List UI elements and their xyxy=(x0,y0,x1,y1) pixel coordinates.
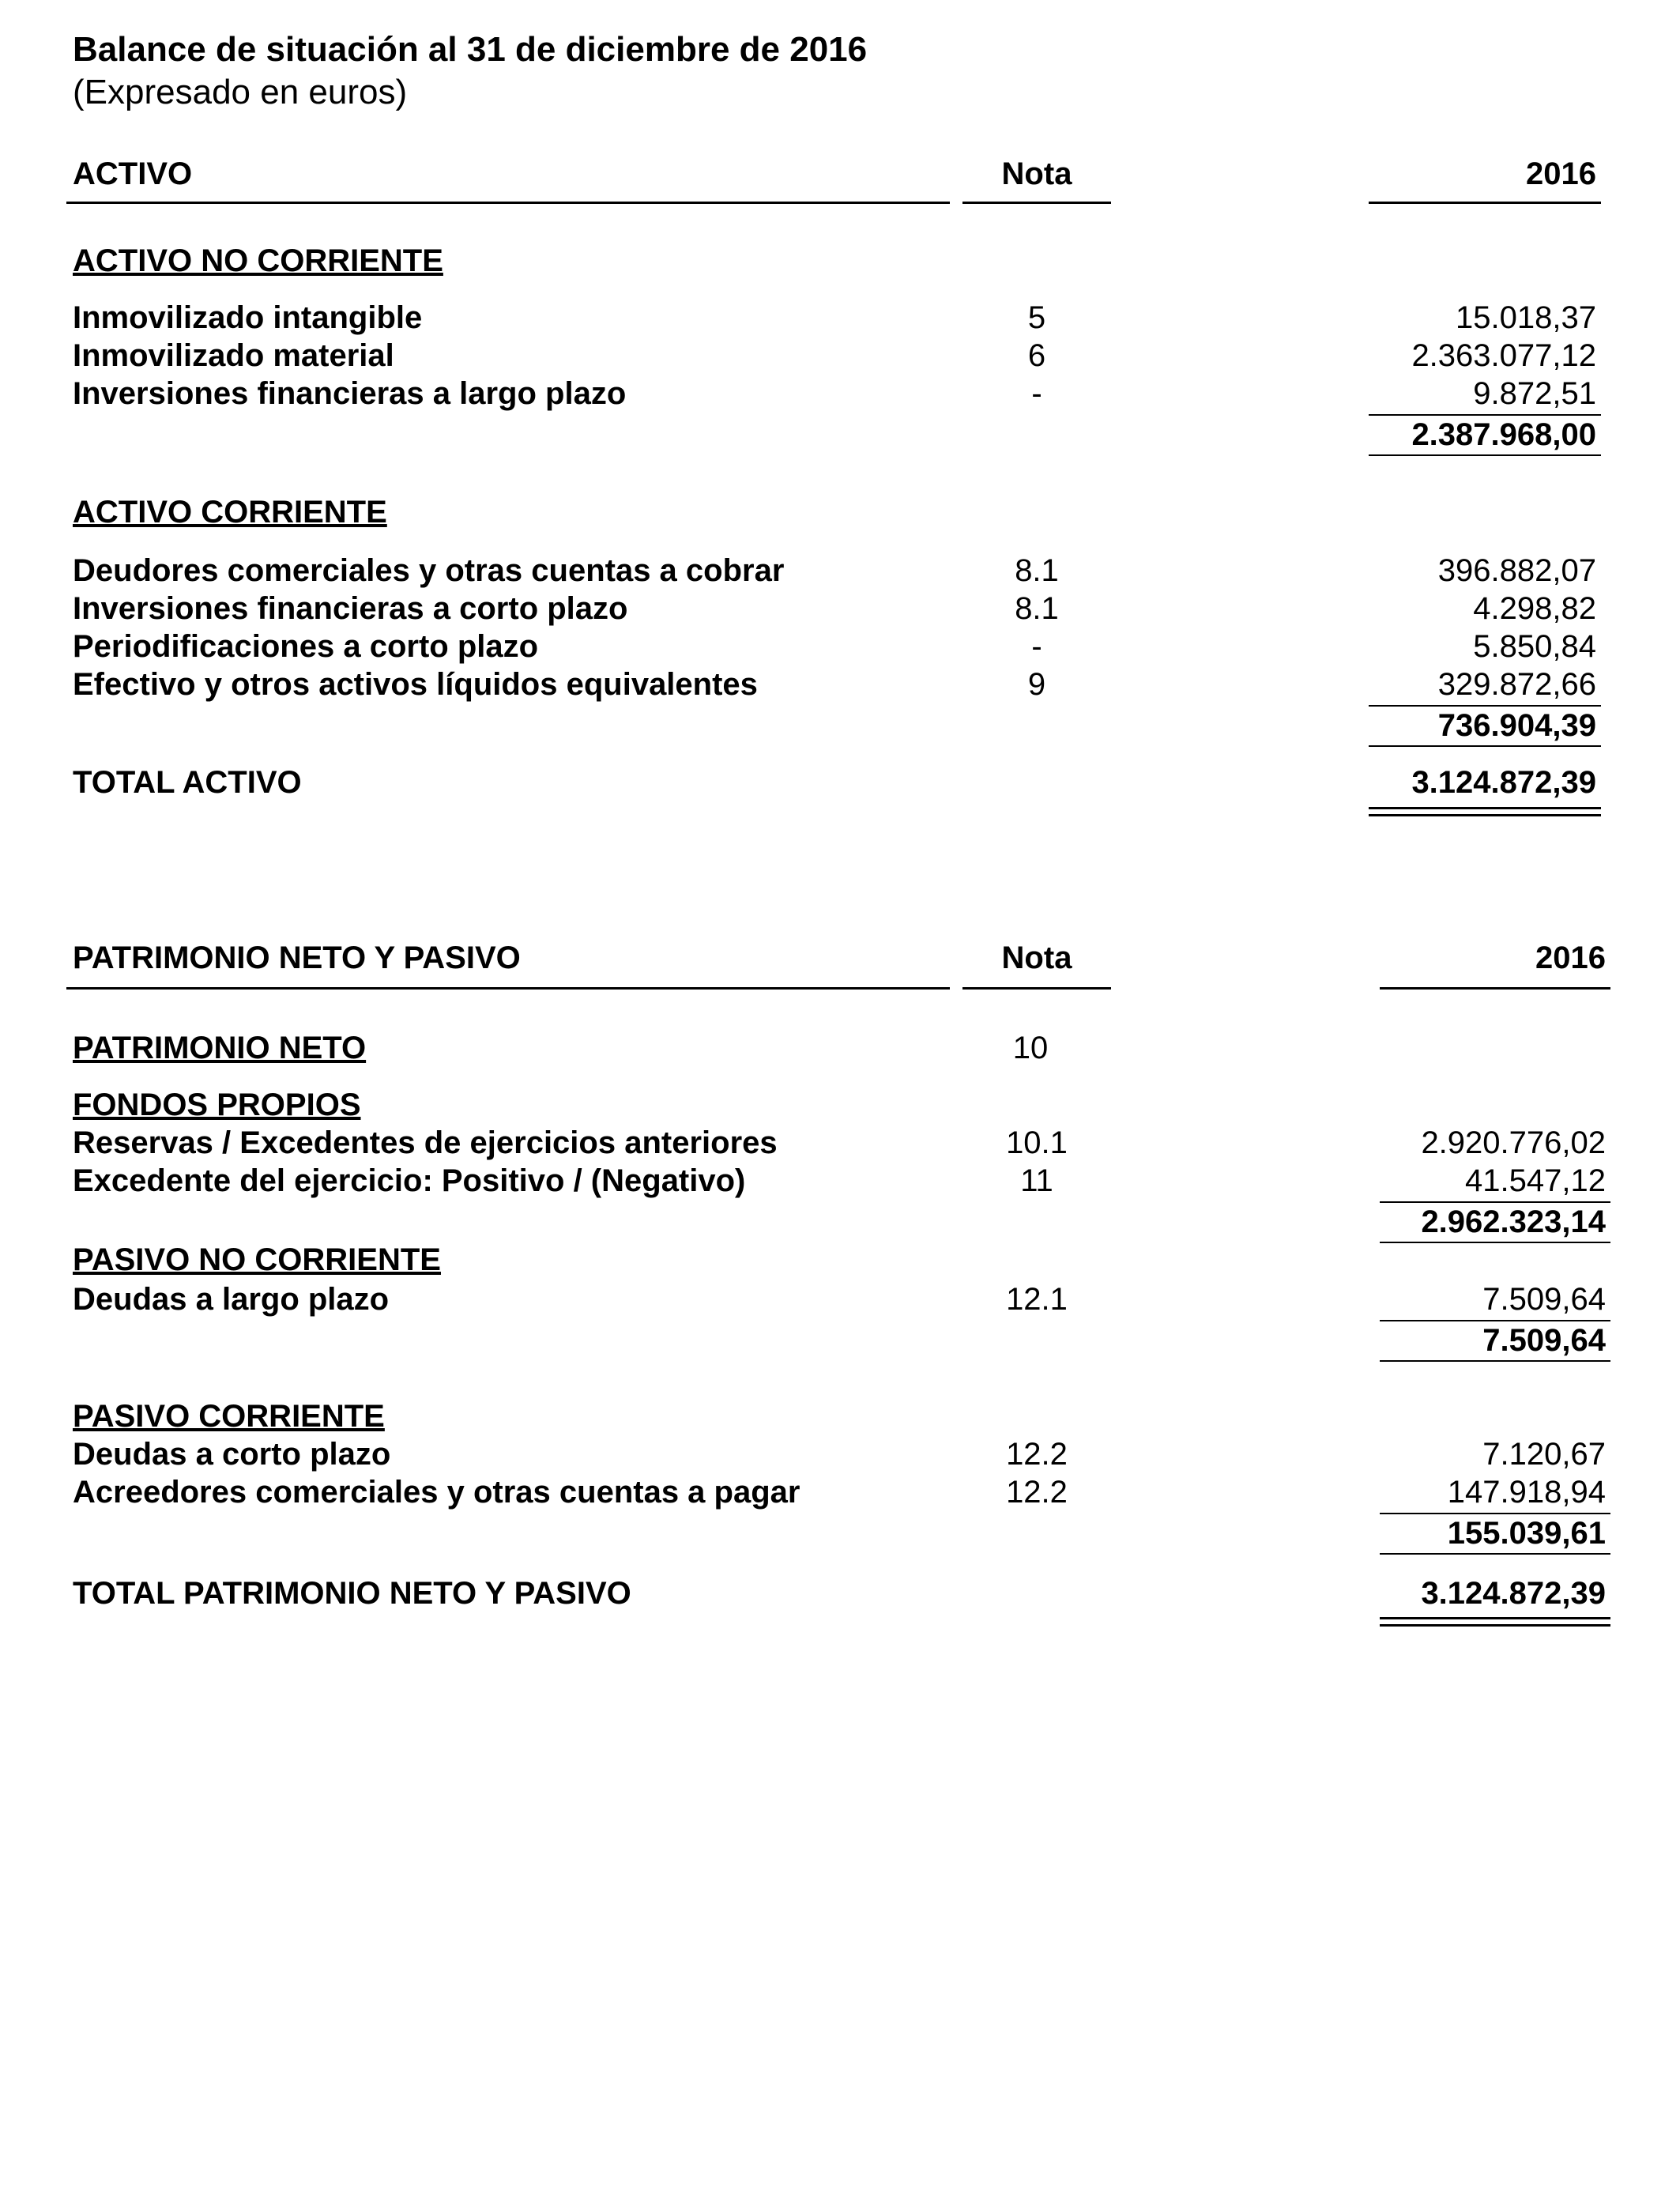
subtotal-rule xyxy=(1380,1201,1610,1203)
total-double-rule xyxy=(1369,807,1601,816)
subtotal-amount: 2.387.968,00 xyxy=(1411,417,1596,452)
row-label: Deudas a largo plazo xyxy=(73,1282,390,1317)
activo-header-rule-nota xyxy=(962,202,1111,204)
row-nota: 12.1 xyxy=(1006,1282,1068,1317)
row-nota: 8.1 xyxy=(1015,553,1059,588)
total-pasivo-amount: 3.124.872,39 xyxy=(1421,1576,1606,1611)
row-nota: 5 xyxy=(1027,300,1046,335)
activo-header-year: 2016 xyxy=(1526,156,1596,191)
row-label: Efectivo y otros activos líquidos equivalentes xyxy=(73,667,758,702)
subtotal-amount: 155.039,61 xyxy=(1447,1516,1606,1551)
row-label: Reservas / Excedentes de ejercicios anteriores xyxy=(73,1125,778,1160)
subtotal-underline xyxy=(1369,454,1601,456)
activo-header-rule-label xyxy=(66,202,950,204)
patrimonio-neto-nota: 10 xyxy=(1012,1031,1049,1065)
subtotal-rule xyxy=(1380,1513,1610,1514)
row-nota: 6 xyxy=(1027,338,1046,373)
row-amount: 2.363.077,12 xyxy=(1411,338,1596,373)
section-heading-activo-no-corriente: ACTIVO NO CORRIENTE xyxy=(73,243,443,278)
subtotal-amount: 2.962.323,14 xyxy=(1421,1204,1606,1239)
row-nota: 8.1 xyxy=(1015,591,1059,626)
row-nota: 9 xyxy=(1027,667,1046,702)
activo-header-label: ACTIVO xyxy=(73,156,193,191)
subtotal-rule xyxy=(1369,414,1601,416)
subtotal-underline xyxy=(1380,1242,1610,1243)
row-amount: 9.872,51 xyxy=(1473,376,1596,411)
pasivo-header-rule-nota xyxy=(962,987,1111,990)
row-amount: 5.850,84 xyxy=(1473,629,1596,664)
row-label: Inmovilizado intangible xyxy=(73,300,423,335)
total-pasivo-label: TOTAL PATRIMONIO NETO Y PASIVO xyxy=(73,1576,631,1611)
section-heading-pasivo-no-corriente: PASIVO NO CORRIENTE xyxy=(73,1242,441,1277)
row-nota: 12.2 xyxy=(1006,1475,1068,1510)
subtotal-underline xyxy=(1380,1360,1610,1362)
subtotal-rule xyxy=(1380,1320,1610,1321)
row-nota: - xyxy=(1031,376,1042,411)
pasivo-header-year: 2016 xyxy=(1535,941,1606,975)
row-amount: 7.120,67 xyxy=(1482,1437,1606,1472)
row-label: Inmovilizado material xyxy=(73,338,394,373)
section-heading-fondos-propios: FONDOS PROPIOS xyxy=(73,1088,361,1122)
row-amount: 7.509,64 xyxy=(1482,1282,1606,1317)
pasivo-header-label: PATRIMONIO NETO Y PASIVO xyxy=(73,941,521,975)
row-label: Periodificaciones a corto plazo xyxy=(73,629,539,664)
row-amount: 41.547,12 xyxy=(1465,1163,1606,1198)
row-amount: 15.018,37 xyxy=(1456,300,1596,335)
subtotal-amount: 736.904,39 xyxy=(1437,708,1596,743)
row-label: Inversiones financieras a largo plazo xyxy=(73,376,627,411)
row-label: Excedente del ejercicio: Positivo / (Negativo) xyxy=(73,1163,746,1198)
row-nota: 12.2 xyxy=(1006,1437,1068,1472)
row-amount: 147.918,94 xyxy=(1447,1475,1606,1510)
section-heading-pasivo-corriente: PASIVO CORRIENTE xyxy=(73,1399,385,1434)
pasivo-header-nota: Nota xyxy=(1001,941,1072,975)
row-nota: 10.1 xyxy=(1006,1125,1068,1160)
subtotal-underline xyxy=(1380,1553,1610,1555)
pasivo-header-rule-year xyxy=(1380,987,1610,990)
page-title: Balance de situación al 31 de diciembre de 2016 xyxy=(73,30,868,69)
subtotal-amount: 7.509,64 xyxy=(1482,1323,1606,1358)
total-activo-amount: 3.124.872,39 xyxy=(1411,765,1596,800)
row-label: Inversiones financieras a corto plazo xyxy=(73,591,628,626)
section-heading-activo-corriente: ACTIVO CORRIENTE xyxy=(73,495,387,530)
page-subtitle: (Expresado en euros) xyxy=(73,73,408,111)
row-amount: 396.882,07 xyxy=(1437,553,1596,588)
row-label: Deudas a corto plazo xyxy=(73,1437,391,1472)
row-amount: 329.872,66 xyxy=(1437,667,1596,702)
row-amount: 2.920.776,02 xyxy=(1421,1125,1606,1160)
subtotal-rule xyxy=(1369,705,1601,707)
total-double-rule xyxy=(1380,1617,1610,1627)
row-label: Acreedores comerciales y otras cuentas a pagar xyxy=(73,1475,800,1510)
row-nota: - xyxy=(1031,629,1042,664)
pasivo-header-rule-label xyxy=(66,987,950,990)
total-activo-label: TOTAL ACTIVO xyxy=(73,765,302,800)
row-amount: 4.298,82 xyxy=(1473,591,1596,626)
activo-header-rule-year xyxy=(1369,202,1601,204)
row-nota: 11 xyxy=(1020,1163,1053,1198)
section-heading-patrimonio-neto: PATRIMONIO NETO xyxy=(73,1031,367,1065)
row-label: Deudores comerciales y otras cuentas a cobrar xyxy=(73,553,785,588)
activo-header-nota: Nota xyxy=(1001,156,1072,191)
subtotal-underline xyxy=(1369,745,1601,747)
